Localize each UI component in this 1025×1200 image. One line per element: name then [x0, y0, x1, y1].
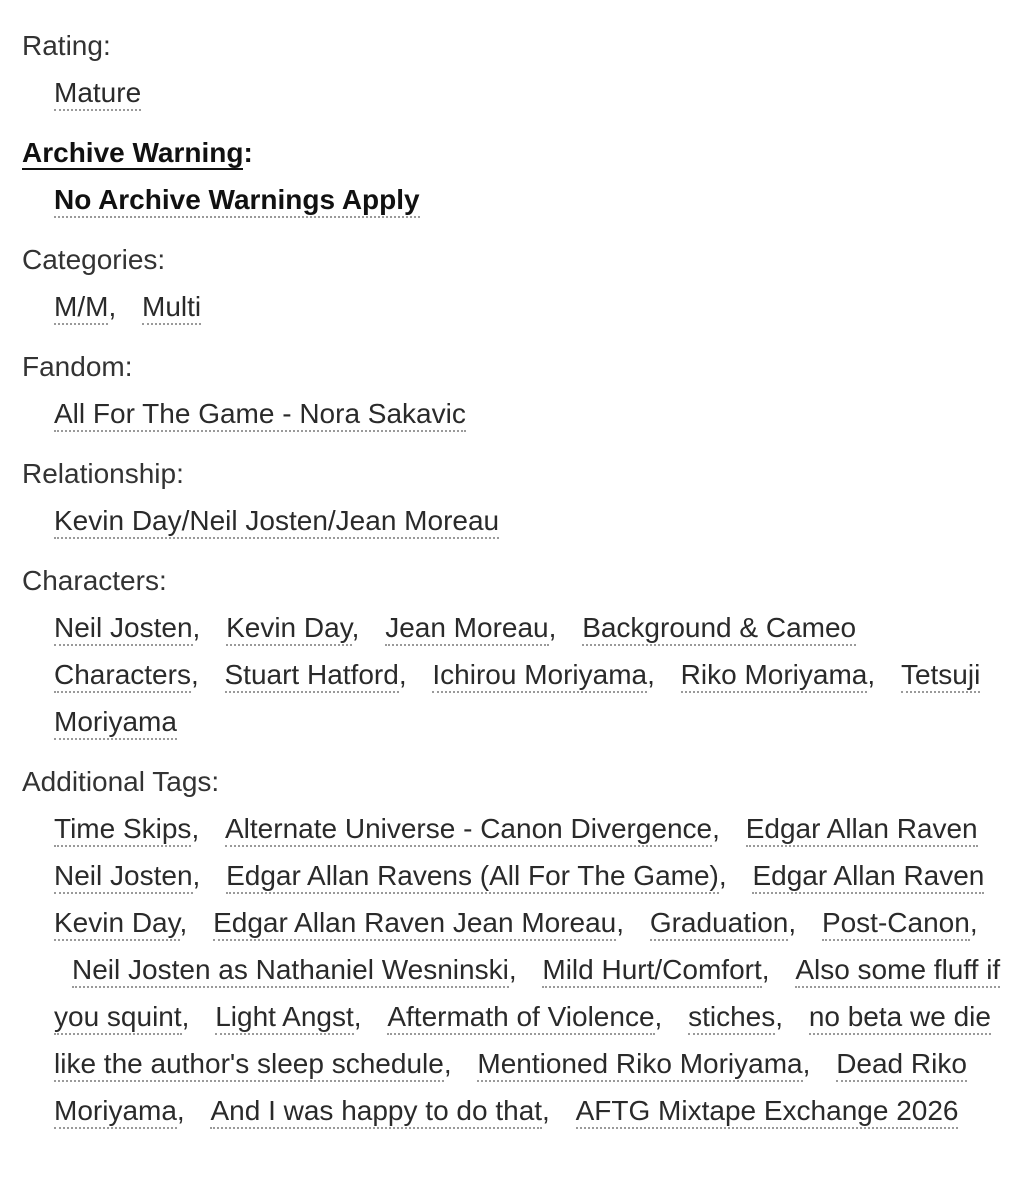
- freeform-tag-link[interactable]: Time Skips: [54, 813, 191, 847]
- character-tag-link[interactable]: Ichirou Moriyama: [432, 659, 647, 693]
- tag-separator: ,: [802, 1048, 811, 1079]
- rating-group: [22, 22, 1003, 116]
- character-tag-link[interactable]: Jean Moreau: [385, 612, 548, 646]
- freeform-tag-item: [215, 1001, 361, 1032]
- freeform-tag-item: [477, 1048, 810, 1079]
- freeform-tag-item: [54, 813, 199, 847]
- relationship-tag-link[interactable]: Kevin Day/Neil Josten/Jean Moreau: [54, 505, 499, 539]
- category-tag-link[interactable]: Multi: [142, 291, 201, 325]
- fandom-tags: [22, 390, 1003, 437]
- freeform-tag-link[interactable]: Neil Josten as Nathaniel Wesninski: [72, 954, 509, 988]
- freeform-tag-link[interactable]: Mild Hurt/Comfort: [542, 954, 761, 988]
- archive-warning-group: [22, 129, 1003, 223]
- archive-warning-label: [22, 129, 1003, 176]
- freeform-tag-link[interactable]: Aftermath of Violence: [387, 1001, 654, 1035]
- freeform-tag-item: [576, 1095, 959, 1126]
- tag-separator: ,: [398, 659, 407, 690]
- relationship-group: [22, 450, 1003, 544]
- character-tag-link[interactable]: Kevin Day: [226, 612, 352, 646]
- fandom-label: Fandom:: [22, 351, 133, 382]
- tag-separator: ,: [548, 612, 557, 643]
- tag-separator: ,: [192, 612, 201, 643]
- character-tag-link[interactable]: Background & Cameo Characters: [54, 612, 856, 693]
- category-tag-item: [142, 291, 201, 322]
- freeform-tag-item: [213, 907, 624, 938]
- categories-tags: [22, 283, 1003, 330]
- freeform-tag-link[interactable]: stiches: [688, 1001, 775, 1035]
- tag-separator: ,: [351, 612, 360, 643]
- freeform-tag-link[interactable]: Mentioned Riko Moriyama: [477, 1048, 802, 1082]
- archive-warning-tags: [22, 176, 1003, 223]
- freeform-tag-link[interactable]: Edgar Allan Ravens (All For The Game): [226, 860, 719, 894]
- freeform-tag-link[interactable]: Edgar Allan Raven Jean Moreau: [213, 907, 616, 941]
- character-tag-item: [681, 659, 875, 690]
- category-tag-link[interactable]: M/M: [54, 291, 108, 325]
- tag-separator: ,: [176, 1095, 185, 1126]
- freeform-tag-item: [226, 860, 727, 891]
- character-tag-item: [226, 612, 359, 643]
- tag-separator: ,: [867, 659, 876, 690]
- freeform-tag-link[interactable]: Post-Canon: [822, 907, 970, 941]
- rating-tag-link[interactable]: Mature: [54, 77, 141, 111]
- fandom-tag-link[interactable]: All For The Game - Nora Sakavic: [54, 398, 466, 432]
- freeform-tag-item: [387, 1001, 662, 1032]
- freeform-tag-item: [210, 1095, 549, 1126]
- tag-separator: ,: [542, 1095, 550, 1126]
- characters-group: [22, 557, 1003, 745]
- tag-separator: ,: [712, 813, 720, 844]
- freeform-tag-link[interactable]: Alternate Universe - Canon Divergence: [225, 813, 712, 847]
- rating-tags: [22, 69, 1003, 116]
- additional-tags-label: Additional Tags:: [22, 766, 220, 797]
- tag-separator: ,: [508, 954, 517, 985]
- rating-tag-item: [54, 77, 141, 111]
- archive-warning-label-text[interactable]: Archive Warning: [22, 137, 244, 168]
- character-tag-item: [225, 659, 407, 690]
- relationship-tags: [22, 497, 1003, 544]
- tag-separator: ,: [353, 1001, 362, 1032]
- fandom-tag-item: [54, 398, 466, 432]
- freeform-tag-link[interactable]: AFTG Mixtape Exchange 2026: [576, 1095, 959, 1129]
- freeform-tag-item: [688, 1001, 783, 1032]
- tag-separator: ,: [108, 291, 117, 322]
- archive-warning-tag-item: [54, 184, 420, 218]
- character-tag-item: [54, 612, 200, 646]
- character-tag-item: [385, 612, 556, 643]
- archive-warning-tag-link[interactable]: No Archive Warnings Apply: [54, 184, 420, 218]
- freeform-tag-link[interactable]: no beta we die like the author's sleep schedule: [54, 1001, 991, 1082]
- rating-label: Rating:: [22, 30, 111, 61]
- freeform-tag-item: [72, 954, 517, 985]
- freeform-tag-item: [225, 813, 720, 844]
- category-tag-item: [54, 291, 116, 325]
- relationship-tag-item: [54, 505, 499, 539]
- tag-separator: ,: [761, 954, 770, 985]
- characters-tags: [22, 604, 1003, 745]
- categories-label: Categories:: [22, 244, 166, 275]
- relationship-label: Relationship:: [22, 458, 184, 489]
- character-tag-link[interactable]: Riko Moriyama: [681, 659, 868, 693]
- freeform-tag-item: [542, 954, 769, 985]
- categories-group: [22, 236, 1003, 330]
- freeform-tag-link[interactable]: Light Angst: [215, 1001, 354, 1035]
- character-tag-item: [432, 659, 655, 690]
- tag-separator: ,: [788, 907, 797, 938]
- tag-separator: ,: [191, 813, 200, 844]
- additional-tags-list: [22, 805, 1003, 1134]
- tag-separator: ,: [190, 659, 199, 690]
- tag-separator: ,: [654, 1001, 663, 1032]
- freeform-tag-item: [822, 907, 978, 938]
- freeform-tag-item: [650, 907, 796, 938]
- tag-separator: ,: [443, 1048, 452, 1079]
- character-tag-link[interactable]: Neil Josten: [54, 612, 193, 646]
- freeform-tag-link[interactable]: And I was happy to do that: [210, 1095, 542, 1129]
- character-tag-link[interactable]: Tetsuji Moriyama: [54, 659, 980, 740]
- tag-separator: ,: [647, 659, 655, 690]
- freeform-tag-link[interactable]: Also some fluff if you squint: [54, 954, 1000, 1035]
- tag-separator: ,: [179, 907, 188, 938]
- fandom-group: [22, 343, 1003, 437]
- tag-separator: ,: [192, 860, 201, 891]
- tag-separator: ,: [969, 907, 978, 938]
- tag-separator: ,: [718, 860, 727, 891]
- additional-tags-group: [22, 758, 1003, 1134]
- freeform-tag-link[interactable]: Graduation: [650, 907, 789, 941]
- archive-warning-colon: :: [243, 137, 253, 168]
- characters-label: Characters:: [22, 565, 167, 596]
- character-tag-link[interactable]: Stuart Hatford: [225, 659, 399, 693]
- freeform-tag-link[interactable]: Edgar Allan Raven Kevin Day: [54, 860, 984, 941]
- tag-separator: ,: [616, 907, 625, 938]
- freeform-tag-link[interactable]: Dead Riko Moriyama: [54, 1048, 967, 1129]
- tag-separator: ,: [181, 1001, 190, 1032]
- freeform-tag-link[interactable]: Edgar Allan Raven Neil Josten: [54, 813, 978, 894]
- tag-separator: ,: [775, 1001, 784, 1032]
